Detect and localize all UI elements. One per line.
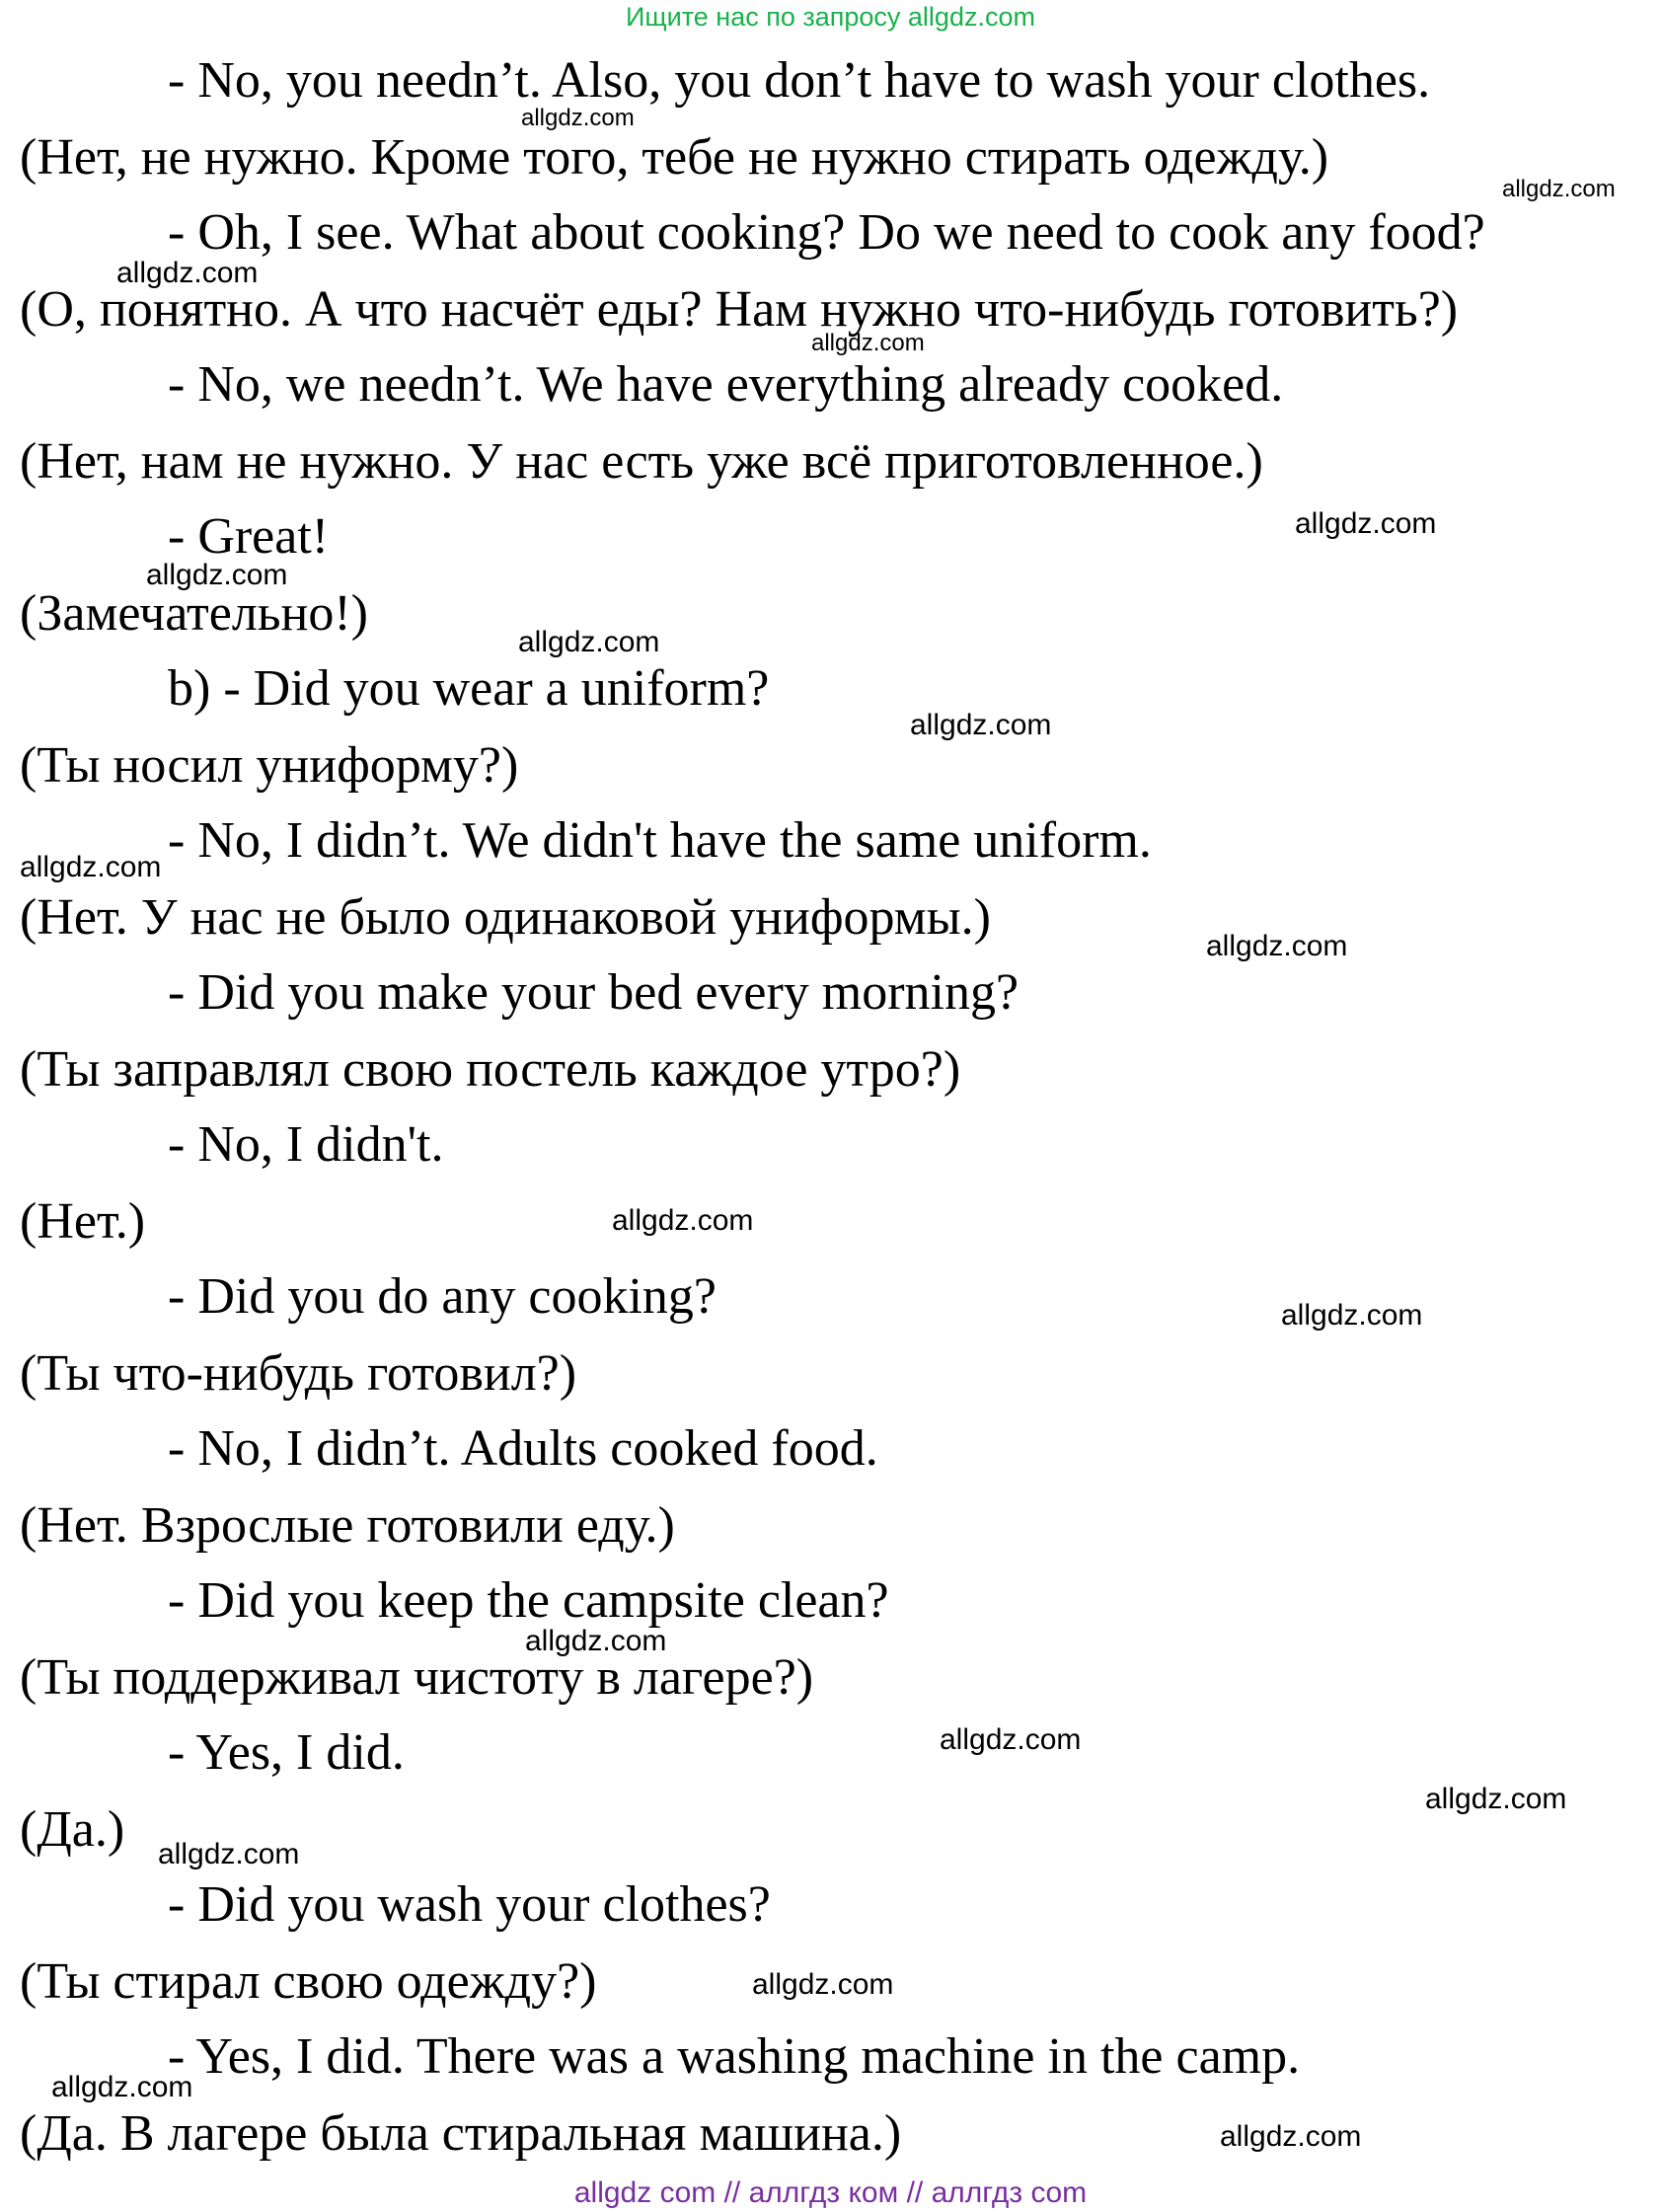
watermark: allgdz.com	[752, 1968, 894, 2001]
dialogue-line: - No, I didn’t. We didn't have the same uniform.	[168, 812, 1152, 869]
watermark: allgdz.com	[116, 257, 259, 289]
bottom-banner: allgdz com // аллгдз ком // аллгдз com	[573, 2176, 1088, 2209]
watermark: allgdz.com	[910, 709, 1052, 741]
translation-line: (Ты поддерживал чистоту в лагере?)	[20, 1649, 814, 1706]
dialogue-line: - Yes, I did.	[168, 1724, 405, 1781]
translation-line: (Нет. У нас не было одинаковой униформы.)	[20, 889, 991, 946]
watermark: allgdz.com	[1502, 176, 1616, 202]
translation-line: (Ты что-нибудь готовил?)	[20, 1345, 577, 1402]
watermark: allgdz.com	[20, 851, 162, 883]
translation-line: (Да. В лагере была стиральная машина.)	[20, 2105, 902, 2162]
translation-line: (Нет, нам не нужно. У нас есть уже всё приготовленное.)	[20, 433, 1263, 490]
watermark: allgdz.com	[811, 330, 925, 356]
watermark: allgdz.com	[146, 559, 288, 591]
dialogue-line: - Did you make your bed every morning?	[168, 964, 1019, 1021]
watermark: allgdz.com	[1206, 930, 1348, 962]
translation-line: (Да.)	[20, 1801, 125, 1858]
watermark: allgdz.com	[612, 1204, 754, 1237]
dialogue-line: - No, you needn’t. Also, you don’t have to wash your clothes.	[168, 52, 1431, 109]
dialogue-line: - Did you wash your clothes?	[168, 1876, 771, 1933]
dialogue-line: - Great!	[168, 508, 330, 565]
translation-line: (Нет, не нужно. Кроме того, тебе не нужно стирать одежду.)	[20, 129, 1329, 186]
watermark: allgdz.com	[940, 1723, 1082, 1756]
watermark: allgdz.com	[521, 105, 635, 131]
dialogue-line: - No, we needn’t. We have everything already cooked.	[168, 356, 1284, 413]
translation-line: (О, понятно. А что насчёт еды? Нам нужно что-нибудь готовить?)	[20, 281, 1459, 338]
watermark: allgdz.com	[158, 1838, 300, 1870]
dialogue-line: - No, I didn’t. Adults cooked food.	[168, 1420, 878, 1477]
translation-line: (Нет. Взрослые готовили еду.)	[20, 1497, 675, 1554]
translation-line: (Нет.)	[20, 1193, 146, 1250]
translation-line: (Ты стирал свою одежду?)	[20, 1953, 597, 2010]
translation-line: (Ты носил униформу?)	[20, 737, 519, 794]
dialogue-line: - Did you keep the campsite clean?	[168, 1572, 889, 1629]
watermark: allgdz.com	[1281, 1299, 1423, 1332]
dialogue-line: b) - Did you wear a uniform?	[168, 660, 770, 717]
dialogue-line: - Did you do any cooking?	[168, 1268, 717, 1325]
dialogue-line: - No, I didn't.	[168, 1116, 444, 1173]
watermark: allgdz.com	[518, 626, 660, 658]
watermark: allgdz.com	[525, 1625, 667, 1657]
dialogue-line: - Oh, I see. What about cooking? Do we need to cook any food?	[168, 204, 1485, 261]
translation-line: (Ты заправлял свою постель каждое утро?)	[20, 1041, 961, 1098]
translation-line: (Замечательно!)	[20, 585, 368, 642]
dialogue-line: - Yes, I did. There was a washing machine in the camp.	[168, 2028, 1301, 2085]
watermark: allgdz.com	[1425, 1783, 1567, 1815]
watermark: allgdz.com	[1220, 2120, 1362, 2153]
top-banner: Ищите нас по запросу allgdz.com	[626, 2, 1035, 32]
watermark: allgdz.com	[1295, 507, 1437, 540]
watermark: allgdz.com	[51, 2071, 193, 2103]
